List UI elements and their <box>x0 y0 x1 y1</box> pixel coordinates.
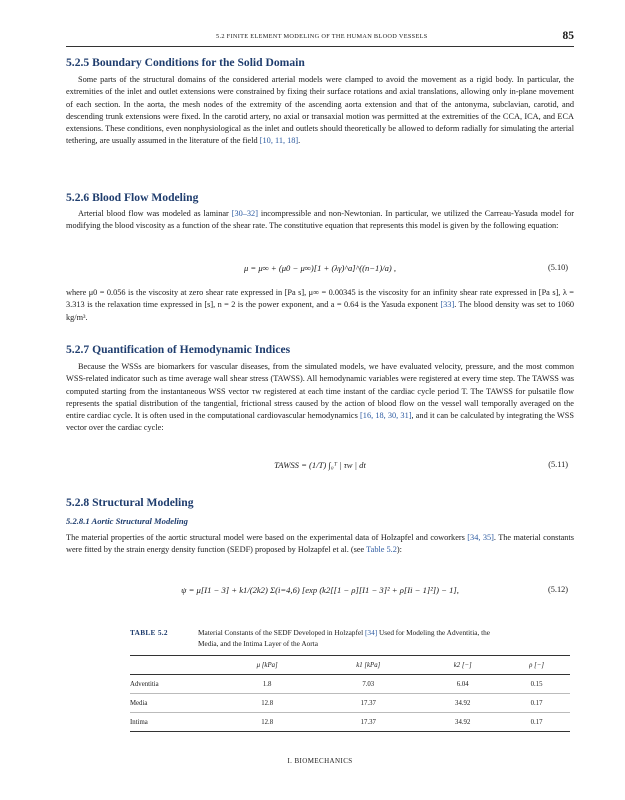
table-header-row <box>130 656 570 675</box>
running-title: 5.2 FINITE ELEMENT MODELING OF THE HUMAN BLOOD VESSELS <box>216 33 428 40</box>
header-rule <box>66 46 574 47</box>
table-cell: 12.8 <box>220 694 314 713</box>
table-cell: 1.8 <box>220 675 314 694</box>
citation-link[interactable]: [34] <box>364 628 378 637</box>
table-cell: Adventitia <box>130 675 220 694</box>
page-footer: I. BIOMECHANICS <box>287 757 353 765</box>
table-row <box>130 694 570 713</box>
section-5-2-5 <box>66 56 574 69</box>
table-cell: 0.17 <box>503 694 570 713</box>
section-5-2-7 <box>66 343 574 356</box>
section-5-2-6-body <box>66 208 574 233</box>
citation-link[interactable]: [16, 18, 30, 31] <box>360 411 412 421</box>
section-title: 5.2.8 Structural Modeling <box>66 496 194 509</box>
citation-link[interactable]: [34, 35] <box>467 533 494 542</box>
equation-body: μ = μ∞ + (μ0 − μ∞)[1 + (λγ̇)^a]^((n−1)/a) , <box>243 263 397 273</box>
table-cell: 34.92 <box>422 713 503 732</box>
page-number: 85 <box>562 30 574 42</box>
table-header-cell: k1 [kPa] <box>314 656 422 675</box>
section-5-2-7-body <box>66 361 574 435</box>
paragraph: Some parts of the structural domains of the considered arterial models were clamped to avoid the movement as a rigid body. In particular, the extremities of the inlet and outlet extensions were constrained by fixing their surface rotations and axial translations, allowing only in-plane movement of each section. In the aorta, the mesh nodes of the extremity of the ascending aorta extension and that of the antonyma, subclavian, carotid, and descending trunk extensions were fixed. In the carotid artery, no axial or transaxial motion was permitted at the extremities of the CCA, ICA, and ECA extensions. These conditions, even nonphysiological as the inlet and outlets should theoretically be allowed to deform radially for simulating the arterial tethering, are usually assumed in the literature of the field [10, 11, 18]. <box>66 75 574 146</box>
table-header-cell <box>130 656 220 675</box>
paragraph: Arterial blood flow was modeled as laminar [30–32] incompressible and non-Newtonian. In particular, we utilized the Carreau-Yasuda model for modifying the blood viscosity as a function of the shear rate. The constitutive equation that represents this model is given by the following equation: <box>66 209 574 231</box>
section-5-2-6 <box>66 191 574 204</box>
paragraph: Because the WSSs are biomarkers for vascular diseases, from the simulated models, we have evaluated velocity, pressure, and the most common WSS-related indicator such as time average wall shear stress (TAWSS). All hemodynamic variables were registered at every time step. The TAWSS was computed starting from the instantaneous WSS vector τw registered at each time instant of the cardiac cycle period T. The TAWSS for pulsatile flow represents the spatial distribution of the tangential, frictional stress caused by the action of blood flow on the vessel wall temporally averaged on the entire cardiac cycle. It is often used in the computational cardiovascular hemodynamics [16, 18, 30, 31], and it can be calculated by integrating the WSS vector over the cardiac cycle: <box>66 362 574 433</box>
table-cell: 17.37 <box>314 694 422 713</box>
table-header-cell: μ [kPa] <box>220 656 314 675</box>
material-constants-table <box>130 655 570 732</box>
table-label: TABLE 5.2 <box>130 628 168 637</box>
paragraph: where μ0 = 0.056 is the viscosity at zero shear rate expressed in [Pa s], μ∞ = 0.00345 is the viscosity for an infinity shear rate expressed in [Pa s], λ = 3.313 is the relaxation time expressed in [s], n = 2 is the power exponent, and a = 0.64 is the Yasuda exponent [33]. The blood density was set to 1060 kg/m³. <box>66 288 574 322</box>
section-title: 5.2.6 Blood Flow Modeling <box>66 191 199 204</box>
section-5-2-5-body <box>66 74 574 148</box>
section-title: 5.2.7 Quantification of Hemodynamic Indices <box>66 343 291 356</box>
table-caption-text: Material Constants of the SEDF Developed in Holzapfel [34] Used for Modeling the Adventitia, the Media, and the Intima Layer of the Aorta <box>198 628 491 648</box>
citation-link[interactable]: [10, 11, 18] <box>259 136 299 146</box>
table-cell: 17.37 <box>314 713 422 732</box>
section-title: 5.2.5 Boundary Conditions for the Solid Domain <box>66 56 305 69</box>
equation-body: ψ = μ[I1 − 3] + k1/(2k2) Σ(i=4,6) [exp (k2[[1 − ρ][I1 − 3]² + ρ[Ii − 1]²]) − 1], <box>181 585 459 595</box>
table-cell: Media <box>130 694 220 713</box>
table-cell: 7.03 <box>314 675 422 694</box>
citation-link[interactable]: [33] <box>440 300 455 310</box>
table-cell: 0.15 <box>503 675 570 694</box>
subsection-title: 5.2.8.1 Aortic Structural Modeling <box>66 516 188 526</box>
table-cell: Intima <box>130 713 220 732</box>
equation-body: TAWSS = (1/T) ∫₀ᵀ | τw | dt <box>274 460 366 470</box>
section-5-2-8 <box>66 496 574 509</box>
table-cell: 6.04 <box>422 675 503 694</box>
table-cell: 0.17 <box>503 713 570 732</box>
table-caption <box>130 628 510 652</box>
table-header-cell: ρ [−] <box>503 656 570 675</box>
running-header <box>66 30 574 46</box>
equation-number: (5.11) <box>548 460 568 469</box>
section-5-2-8-body <box>66 532 574 557</box>
citation-link[interactable]: [30–32] <box>231 209 258 218</box>
table-header-cell: k2 [−] <box>422 656 503 675</box>
table-row <box>130 713 570 732</box>
table-cell: 34.92 <box>422 694 503 713</box>
table-cell: 12.8 <box>220 713 314 732</box>
equation-number: (5.12) <box>547 585 568 594</box>
paragraph: The material properties of the aortic structural model were based on the experimental data of Holzapfel and coworkers [34, 35]. The material constants were fitted by the strain energy density function (SEDF) proposed by Holzapfel et al. (see Table 5.2): <box>66 533 574 555</box>
section-5-2-6-body-2 <box>66 287 574 324</box>
section-5-2-8-1 <box>66 516 574 526</box>
equation-number: (5.10) <box>547 263 568 272</box>
table-row <box>130 675 570 694</box>
table-link[interactable]: Table 5.2 <box>366 545 397 555</box>
page <box>66 0 574 800</box>
